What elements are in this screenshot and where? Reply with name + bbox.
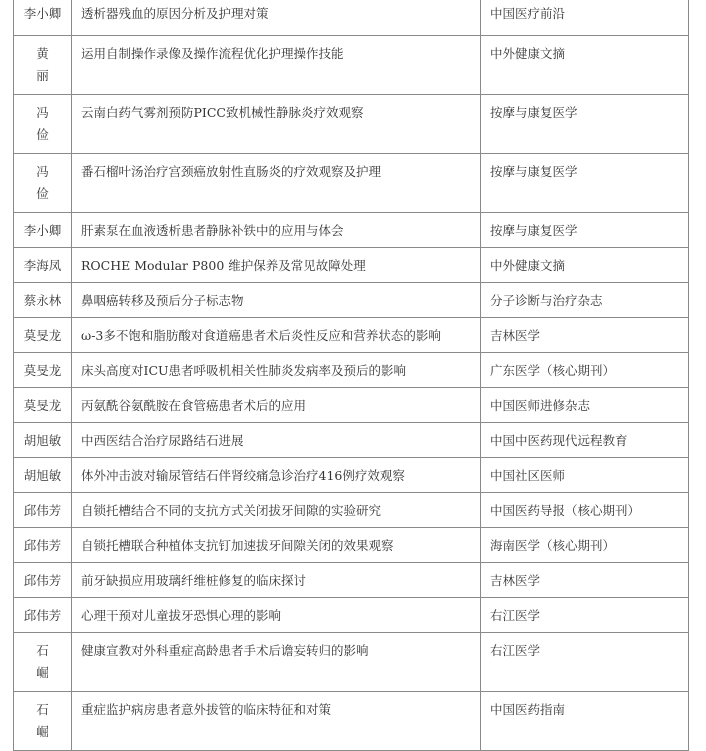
- table-row: [14, 598, 689, 633]
- journal-cell: 吉林医学: [481, 563, 689, 598]
- table-row: [14, 692, 689, 751]
- table-row: [14, 95, 689, 154]
- paper-title-cell: ω-3多不饱和脂肪酸对食道癌患者术后炎性反应和营养状态的影响: [72, 318, 481, 353]
- table-row: [14, 283, 689, 318]
- paper-title-cell: 自锁托槽联合种植体支抗钉加速拔牙间隙关闭的效果观察: [72, 528, 481, 563]
- author-cell: 石崛: [14, 692, 72, 751]
- journal-cell: 按摩与康复医学: [481, 213, 689, 248]
- paper-title-cell: 透析器残血的原因分析及护理对策: [72, 0, 481, 36]
- journal-cell: 吉林医学: [481, 318, 689, 353]
- author-cell: 邱伟芳: [14, 493, 72, 528]
- paper-title-cell: 床头高度对ICU患者呼吸机相关性肺炎发病率及预后的影响: [72, 353, 481, 388]
- table-row: [14, 388, 689, 423]
- author-cell: 黄丽: [14, 36, 72, 95]
- table-row: [14, 458, 689, 493]
- table-row: [14, 563, 689, 598]
- paper-title-cell: ROCHE Modular P800 维护保养及常见故障处理: [72, 248, 481, 283]
- paper-title-cell: 重症监护病房患者意外拔管的临床特征和对策: [72, 692, 481, 751]
- author-cell: 莫旻龙: [14, 318, 72, 353]
- journal-cell: 中外健康文摘: [481, 36, 689, 95]
- journal-cell: 右江医学: [481, 598, 689, 633]
- author-cell: 李海凤: [14, 248, 72, 283]
- paper-title-cell: 心理干预对儿童拔牙恐惧心理的影响: [72, 598, 481, 633]
- table-row: [14, 528, 689, 563]
- author-cell: 邱伟芳: [14, 563, 72, 598]
- paper-title-cell: 鼻咽癌转移及预后分子标志物: [72, 283, 481, 318]
- author-cell: 胡旭敏: [14, 423, 72, 458]
- table-row: [14, 154, 689, 213]
- paper-title-cell: 自锁托槽结合不同的支抗方式关闭拔牙间隙的实验研究: [72, 493, 481, 528]
- table-row: [14, 633, 689, 692]
- paper-title-cell: 运用自制操作录像及操作流程优化护理操作技能: [72, 36, 481, 95]
- table-row: [14, 248, 689, 283]
- author-cell: 冯俭: [14, 95, 72, 154]
- journal-cell: 中国医药指南: [481, 692, 689, 751]
- author-cell: 蔡永林: [14, 283, 72, 318]
- author-cell: 冯俭: [14, 154, 72, 213]
- publication-table: [13, 0, 689, 751]
- table-row: [14, 213, 689, 248]
- journal-cell: 右江医学: [481, 633, 689, 692]
- journal-cell: 广东医学（核心期刊）: [481, 353, 689, 388]
- publication-table-container: [13, 0, 689, 751]
- author-cell: 李小卿: [14, 0, 72, 36]
- author-cell: 李小卿: [14, 213, 72, 248]
- journal-cell: 中国医师进修杂志: [481, 388, 689, 423]
- table-row: [14, 353, 689, 388]
- paper-title-cell: 健康宣教对外科重症高龄患者手术后谵妄转归的影响: [72, 633, 481, 692]
- author-cell: 邱伟芳: [14, 528, 72, 563]
- paper-title-cell: 番石榴叶汤治疗宫颈癌放射性直肠炎的疗效观察及护理: [72, 154, 481, 213]
- journal-cell: 中国中医药现代远程教育: [481, 423, 689, 458]
- paper-title-cell: 体外冲击波对输尿管结石伴肾绞痛急诊治疗416例疗效观察: [72, 458, 481, 493]
- author-cell: 胡旭敏: [14, 458, 72, 493]
- paper-title-cell: 丙氨酰谷氨酰胺在食管癌患者术后的应用: [72, 388, 481, 423]
- paper-title-cell: 前牙缺损应用玻璃纤维桩修复的临床探讨: [72, 563, 481, 598]
- paper-title-cell: 肝素泵在血液透析患者静脉补铁中的应用与体会: [72, 213, 481, 248]
- paper-title-cell: 云南白药气雾剂预防PICC致机械性静脉炎疗效观察: [72, 95, 481, 154]
- journal-cell: 中外健康文摘: [481, 248, 689, 283]
- journal-cell: 分子诊断与治疗杂志: [481, 283, 689, 318]
- journal-cell: 海南医学（核心期刊）: [481, 528, 689, 563]
- author-cell: 石崛: [14, 633, 72, 692]
- paper-title-cell: 中西医结合治疗尿路结石进展: [72, 423, 481, 458]
- table-row: [14, 493, 689, 528]
- table-row: [14, 0, 689, 36]
- author-cell: 莫旻龙: [14, 353, 72, 388]
- journal-cell: 中国医疗前沿: [481, 0, 689, 36]
- author-cell: 邱伟芳: [14, 598, 72, 633]
- journal-cell: 按摩与康复医学: [481, 154, 689, 213]
- journal-cell: 按摩与康复医学: [481, 95, 689, 154]
- table-row: [14, 36, 689, 95]
- table-row: [14, 423, 689, 458]
- author-cell: 莫旻龙: [14, 388, 72, 423]
- table-row: [14, 318, 689, 353]
- journal-cell: 中国社区医师: [481, 458, 689, 493]
- journal-cell: 中国医药导报（核心期刊）: [481, 493, 689, 528]
